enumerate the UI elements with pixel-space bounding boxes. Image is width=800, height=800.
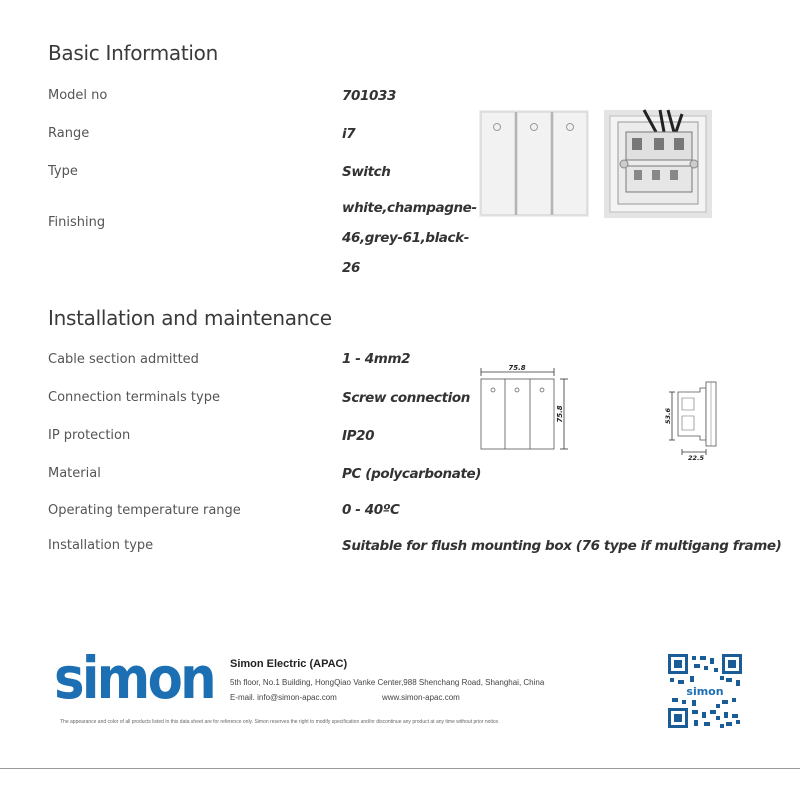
value-connection-terminals: Screw connection	[342, 390, 470, 406]
label-ip-protection: IP protection	[48, 428, 131, 443]
simon-logo-text: simon	[54, 644, 214, 712]
company-website: www.simon-apac.com	[382, 693, 460, 702]
qr-logo-text: simon	[686, 685, 724, 698]
footer-divider	[0, 768, 800, 769]
qr-code	[668, 654, 742, 728]
value-cable-section: 1 - 4mm2	[342, 351, 411, 367]
side-depth-dimension: 22.5	[687, 454, 705, 462]
switch-front-image	[479, 110, 589, 217]
value-model-no: 701033	[342, 88, 396, 104]
front-width-dimension: 75.8	[508, 364, 526, 372]
label-model-no: Model no	[48, 88, 108, 103]
section-title-basic: Basic Information	[48, 41, 218, 65]
value-finishing: white,champagne-46,grey-61,black-26	[342, 200, 477, 276]
value-installation-type: Suitable for flush mounting box (76 type if multigang frame)	[342, 538, 782, 554]
label-type: Type	[48, 164, 78, 179]
side-height-dimension: 53.6	[664, 407, 672, 425]
switch-back-image	[604, 110, 712, 218]
value-range: i7	[342, 126, 356, 142]
side-dimension-drawing	[660, 378, 730, 462]
value-ip-protection: IP20	[342, 428, 375, 444]
section-title-installation: Installation and maintenance	[48, 306, 332, 330]
value-operating-temperature: 0 - 40ºC	[342, 502, 400, 518]
company-name: Simon Electric (APAC)	[230, 658, 348, 670]
label-cable-section: Cable section admitted	[48, 352, 199, 367]
front-dimension-drawing	[476, 360, 578, 456]
disclaimer-text: The appearance and color of all products listed in this data sheet are for reference only. Simon reserves the right to modify specification and/or discontinue any product at any time without prior notice.	[60, 719, 500, 725]
label-finishing: Finishing	[48, 215, 106, 230]
company-email: E-mail. info@simon-apac.com	[230, 693, 337, 702]
company-address: 5th floor, No.1 Building, HongQiao Vanke Center,988 Shenchang Road, Shanghai, China	[230, 678, 545, 687]
label-installation-type: Installation type	[48, 538, 154, 553]
value-type: Switch	[342, 164, 391, 180]
front-height-dimension: 75.8	[556, 405, 564, 423]
label-operating-temperature: Operating temperature range	[48, 503, 241, 518]
label-range: Range	[48, 126, 90, 141]
label-connection-terminals: Connection terminals type	[48, 390, 220, 405]
label-material: Material	[48, 466, 101, 481]
value-material: PC (polycarbonate)	[342, 466, 482, 482]
simon-logo	[54, 644, 216, 712]
